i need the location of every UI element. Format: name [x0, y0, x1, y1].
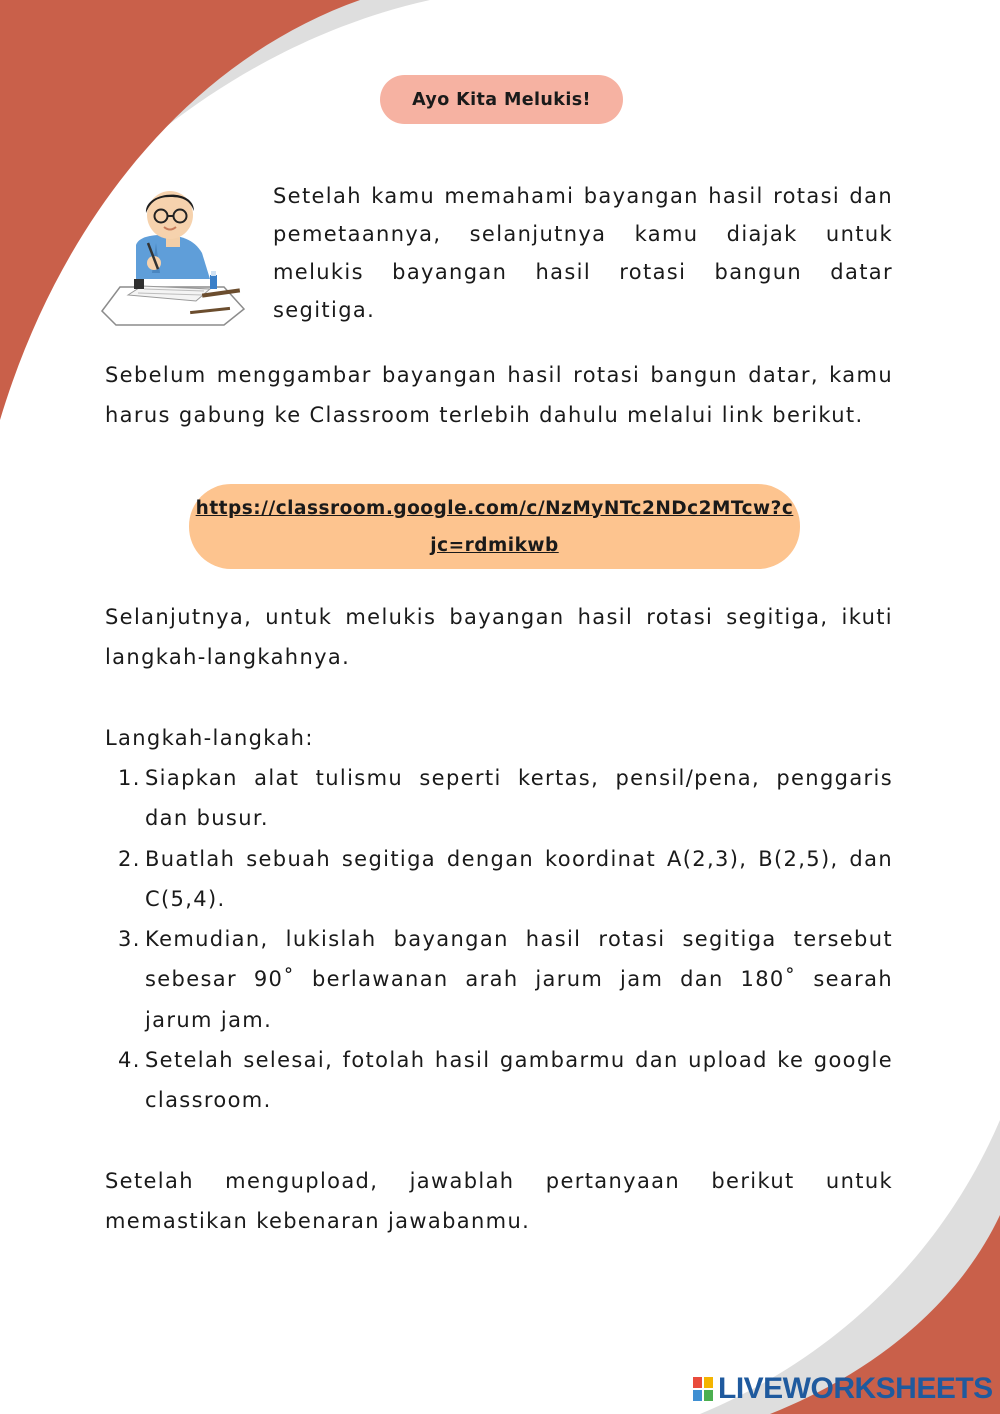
step-item	[118, 1040, 893, 1121]
step-number: 1.	[118, 766, 141, 790]
step-text: Buatlah sebuah segitiga dengan koordinat A(2,3), B(2,5), dan C(5,4).	[145, 846, 893, 911]
student-drawing-icon	[98, 183, 250, 328]
step-item	[118, 839, 893, 920]
closing-paragraph: Setelah mengupload, jawablah pertanyaan berikut untuk memastikan kebenaran jawabanmu.	[105, 1169, 893, 1233]
step-text: Siapkan alat tulismu seperti kertas, pensil/pena, penggaris dan busur.	[145, 766, 893, 831]
step-number: 4.	[118, 1048, 141, 1073]
step-item	[118, 919, 893, 1040]
link-badge	[189, 484, 800, 569]
title-badge	[380, 75, 623, 124]
steps-heading: Langkah-langkah:	[105, 726, 314, 750]
step-text: Kemudian, lukislah bayangan hasil rotasi segitiga tersebut sebesar 90˚ berlawanan arah jarum jam dan 180˚ searah jarum jam.	[145, 927, 893, 1032]
next-paragraph: Selanjutnya, untuk melukis bayangan hasil rotasi segitiga, ikuti langkah-langkahnya.	[105, 605, 893, 669]
step-number: 3.	[118, 927, 141, 952]
liveworksheets-logo-icon	[692, 1376, 714, 1402]
steps-list	[118, 758, 893, 1121]
brand-name: LIVEWORKSHEETS	[718, 1372, 993, 1405]
brand-logo	[692, 1372, 993, 1406]
instruction-paragraph: Sebelum menggambar bayangan hasil rotasi bangun datar, kamu harus gabung ke Classroom terlebih dahulu melalui link berikut.	[105, 363, 893, 427]
classroom-link[interactable]: https://classroom.google.com/c/NzMyNTc2NDc2MTcw?cjc=rdmikwb	[195, 497, 794, 556]
step-text: Setelah selesai, fotolah hasil gambarmu dan upload ke google classroom.	[145, 1048, 893, 1113]
step-number: 2.	[118, 846, 141, 871]
step-item	[118, 758, 893, 839]
intro-paragraph: Setelah kamu memahami bayangan hasil rotasi dan pemetaannya, selanjutnya kamu diajak untuk melukis bayangan hasil rotasi bangun datar segitiga.	[273, 184, 893, 322]
page-title: Ayo Kita Melukis!	[412, 89, 591, 110]
